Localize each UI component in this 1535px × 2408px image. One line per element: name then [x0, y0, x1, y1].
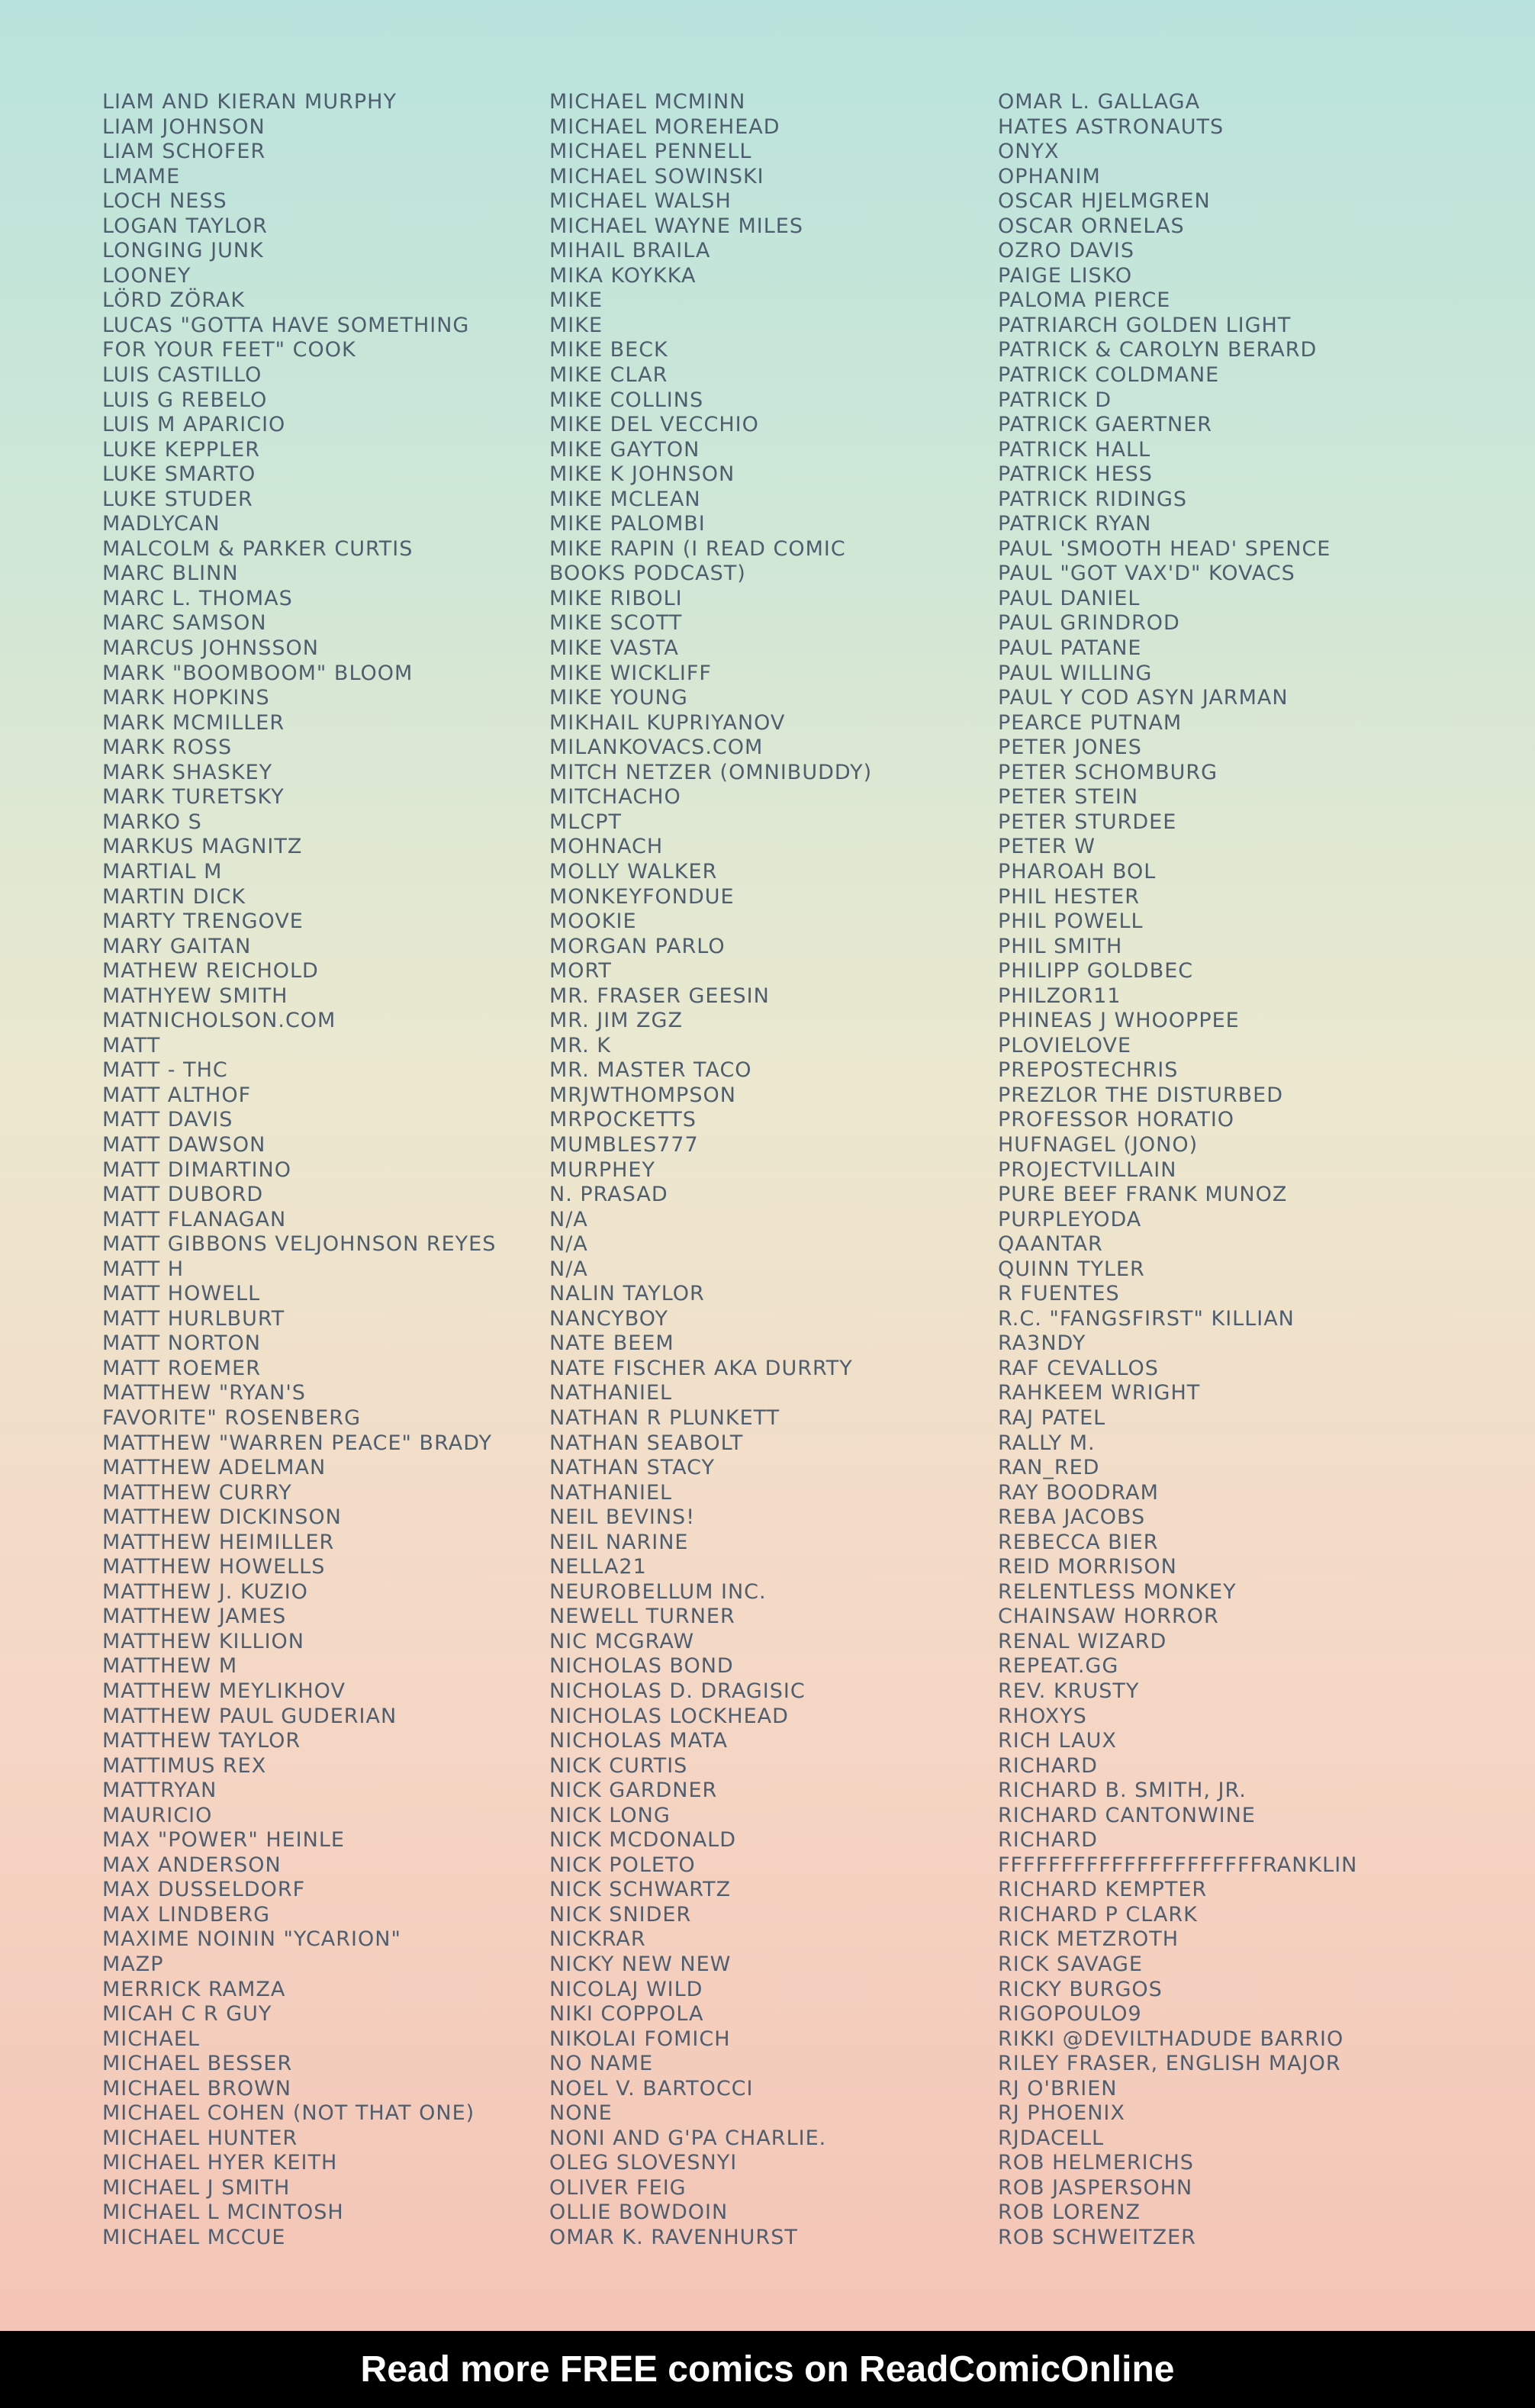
name-entry: LIAM SCHOFER: [102, 140, 266, 164]
name-entry: FAVORITE" ROSENBERG: [102, 1405, 361, 1430]
name-entry: RICKY BURGOS: [998, 1977, 1163, 2001]
name-entry: MATT HOWELL: [102, 1282, 261, 1306]
name-entry: ROB HELMERICHS: [998, 2151, 1194, 2175]
name-entry: REID MORRISON: [998, 1555, 1177, 1579]
name-entry: OPHANIM: [998, 164, 1101, 188]
name-entry: LUIS CASTILLO: [102, 363, 262, 388]
name-entry: MARK MCMILLER: [102, 710, 285, 735]
name-entry: PAIGE LISKO: [998, 263, 1133, 288]
name-entry: MARY GAITAN: [102, 934, 252, 958]
name-entry: PHILIPP GOLDBEC: [998, 959, 1194, 983]
name-entry: MIKE: [549, 313, 603, 337]
name-entry: MICAH C R GUY: [102, 2002, 272, 2027]
names-column-1: [102, 90, 496, 2251]
name-entry: MAX LINDBERG: [102, 1902, 271, 1927]
name-entry: LÖRD ZÖRAK: [102, 288, 246, 313]
name-entry: ROB JASPERSOHN: [998, 2175, 1193, 2200]
name-entry: MICHAEL WALSH: [549, 189, 732, 214]
name-entry: MATTHEW J. KUZIO: [102, 1579, 308, 1604]
name-entry: MATHEW REICHOLD: [102, 959, 319, 983]
name-entry: OSCAR HJELMGREN: [998, 189, 1211, 214]
name-entry: MUMBLES777: [549, 1132, 699, 1157]
name-entry: MARTIN DICK: [102, 884, 246, 909]
name-entry: REBECCA BIER: [998, 1530, 1159, 1554]
name-entry: MOOKIE: [549, 909, 637, 934]
name-entry: MIKE COLLINS: [549, 388, 704, 412]
name-entry: MERRICK RAMZA: [102, 1977, 286, 2001]
name-entry: MARK SHASKEY: [102, 760, 273, 784]
name-entry: NATHAN SEABOLT: [549, 1431, 744, 1455]
name-entry: NICHOLAS MATA: [549, 1729, 728, 1753]
name-entry: MATT ALTHOF: [102, 1083, 252, 1107]
name-entry: RICH LAUX: [998, 1729, 1117, 1753]
name-entry: MONKEYFONDUE: [549, 884, 735, 909]
name-entry: MICHAEL MCCUE: [102, 2226, 286, 2250]
name-entry: PHIL POWELL: [998, 909, 1144, 934]
name-entry: MIKE PALOMBI: [549, 512, 706, 536]
name-entry: MIKE RIBOLI: [549, 586, 683, 610]
name-entry: NIKOLAI FOMICH: [549, 2027, 731, 2051]
name-entry: MIKE YOUNG: [549, 686, 688, 710]
name-entry: OSCAR ORNELAS: [998, 214, 1185, 238]
name-entry: MATT ROEMER: [102, 1356, 261, 1380]
name-entry: MADLYCAN: [102, 512, 220, 536]
name-entry: NICK SNIDER: [549, 1902, 692, 1927]
name-entry: NICK MCDONALD: [549, 1828, 736, 1853]
name-entry: PATRICK RIDINGS: [998, 487, 1188, 511]
name-entry: N/A: [549, 1232, 588, 1257]
name-entry: MATT H: [102, 1257, 185, 1281]
name-entry: MR. MASTER TACO: [549, 1058, 752, 1083]
name-entry: HATES ASTRONAUTS: [998, 114, 1224, 139]
name-entry: PAUL GRINDROD: [998, 611, 1180, 636]
name-entry: MATTHEW "WARREN PEACE" BRADY: [102, 1431, 493, 1455]
name-entry: NATHANIEL: [549, 1381, 673, 1405]
name-entry: RICK SAVAGE: [998, 1952, 1143, 1977]
name-entry: NICK POLETO: [549, 1853, 696, 1877]
name-entry: ROB SCHWEITZER: [998, 2226, 1196, 2250]
name-entry: MATTHEW M: [102, 1654, 238, 1679]
name-entry: MIKE CLAR: [549, 363, 668, 388]
name-entry: PATRICK COLDMANE: [998, 363, 1220, 388]
name-entry: LOONEY: [102, 263, 191, 288]
name-entry: MATTHEW ADELMAN: [102, 1456, 327, 1480]
name-entry: LUKE STUDER: [102, 487, 253, 511]
name-entry: PATRICK D: [998, 388, 1112, 412]
name-entry: MLCPT: [549, 810, 622, 834]
name-entry: HUFNAGEL (JONO): [998, 1132, 1199, 1157]
name-entry: MIKE BECK: [549, 338, 668, 362]
name-entry: OLLIE BOWDOIN: [549, 2200, 729, 2225]
name-entry: RHOXYS: [998, 1704, 1087, 1728]
name-entry: MICHAEL COHEN (NOT THAT ONE): [102, 2101, 475, 2126]
name-entry: LONGING JUNK: [102, 239, 264, 263]
name-entry: MORT: [549, 959, 612, 983]
name-entry: MATT - THC: [102, 1058, 228, 1083]
name-entry: RICHARD: [998, 1828, 1098, 1853]
name-entry: PATRICK HESS: [998, 462, 1153, 487]
name-entry: MATT: [102, 1033, 161, 1058]
name-entry: RIKKI @DEVILTHADUDE BARRIO: [998, 2027, 1344, 2051]
name-entry: N/A: [549, 1257, 588, 1281]
name-entry: MIKE RAPIN (I READ COMIC: [549, 536, 846, 561]
names-column-2: [549, 90, 872, 2251]
name-entry: NELLA21: [549, 1555, 647, 1579]
name-entry: LOGAN TAYLOR: [102, 214, 268, 238]
promo-banner-text[interactable]: Read more FREE comics on ReadComicOnline: [360, 2349, 1175, 2390]
name-entry: MATTHEW TAYLOR: [102, 1729, 301, 1753]
name-entry: NATHAN R PLUNKETT: [549, 1405, 780, 1430]
name-entry: MORGAN PARLO: [549, 934, 726, 958]
name-entry: MICHAEL HYER KEITH: [102, 2151, 338, 2175]
name-entry: PETER SCHOMBURG: [998, 760, 1218, 784]
name-entry: PEARCE PUTNAM: [998, 710, 1183, 735]
name-entry: MICHAEL SOWINSKI: [549, 164, 764, 188]
name-entry: RICHARD CANTONWINE: [998, 1803, 1256, 1827]
name-entry: MATT DAWSON: [102, 1132, 266, 1157]
name-entry: PAUL Y COD ASYN JARMAN: [998, 686, 1289, 710]
name-entry: MITCH NETZER (OMNIBUDDY): [549, 760, 873, 784]
name-entry: OLIVER FEIG: [549, 2175, 687, 2200]
name-entry: NICHOLAS BOND: [549, 1654, 734, 1679]
names-column-3: [998, 90, 1357, 2251]
name-entry: MIKE K JOHNSON: [549, 462, 735, 487]
name-entry: NEIL BEVINS!: [549, 1505, 696, 1530]
name-entry: ONYX: [998, 140, 1060, 164]
name-entry: REV. KRUSTY: [998, 1679, 1140, 1703]
name-entry: PATRICK RYAN: [998, 512, 1152, 536]
name-entry: NICKY NEW NEW: [549, 1952, 732, 1977]
name-entry: MARCUS JOHNSSON: [102, 636, 319, 661]
name-entry: NICHOLAS LOCKHEAD: [549, 1704, 789, 1728]
name-entry: PHINEAS J WHOOPPEE: [998, 1009, 1240, 1033]
name-entry: MICHAEL BROWN: [102, 2076, 291, 2101]
name-entry: MICHAEL WAYNE MILES: [549, 214, 803, 238]
name-entry: PREPOSTECHRIS: [998, 1058, 1179, 1083]
name-entry: RAJ PATEL: [998, 1405, 1106, 1430]
name-entry: PALOMA PIERCE: [998, 288, 1171, 313]
name-entry: PATRIARCH GOLDEN LIGHT: [998, 313, 1292, 337]
name-entry: MATT HURLBURT: [102, 1306, 285, 1331]
name-entry: CHAINSAW HORROR: [998, 1605, 1219, 1629]
name-entry: MATTHEW PAUL GUDERIAN: [102, 1704, 397, 1728]
name-entry: MIKA KOYKKA: [549, 263, 697, 288]
name-entry: MARK TURETSKY: [102, 785, 285, 810]
name-entry: MATNICHOLSON.COM: [102, 1009, 336, 1033]
name-entry: MICHAEL HUNTER: [102, 2126, 298, 2150]
name-entry: MIKE: [549, 288, 603, 313]
name-entry: RIGOPOULO9: [998, 2002, 1142, 2027]
name-entry: MATTHEW HOWELLS: [102, 1555, 326, 1579]
name-entry: RICHARD: [998, 1753, 1098, 1778]
name-entry: MICHAEL J SMITH: [102, 2175, 291, 2200]
name-entry: FFFFFFFFFFFFFFFFFFFFFRANKLIN: [998, 1853, 1358, 1877]
name-entry: LUKE KEPPLER: [102, 437, 260, 462]
name-entry: RELENTLESS MONKEY: [998, 1579, 1237, 1604]
name-entry: MATTHEW CURRY: [102, 1480, 292, 1505]
name-entry: MATTHEW DICKINSON: [102, 1505, 342, 1530]
name-entry: RJDACELL: [998, 2126, 1105, 2150]
name-entry: MARK HOPKINS: [102, 686, 270, 710]
name-entry: MATT DAVIS: [102, 1108, 233, 1132]
name-entry: MIKE GAYTON: [549, 437, 700, 462]
name-entry: PAUL DANIEL: [998, 586, 1141, 610]
name-entry: PURE BEEF FRANK MUNOZ: [998, 1183, 1288, 1207]
name-entry: MIHAIL BRAILA: [549, 239, 711, 263]
name-entry: MATT NORTON: [102, 1331, 261, 1356]
name-entry: RICK METZROTH: [998, 1927, 1179, 1952]
name-entry: MILANKOVACS.COM: [549, 736, 764, 760]
name-entry: PETER JONES: [998, 736, 1142, 760]
name-entry: MATT DUBORD: [102, 1183, 264, 1207]
name-entry: N/A: [549, 1207, 588, 1231]
name-entry: NICKRAR: [549, 1927, 646, 1952]
name-entry: PETER STEIN: [998, 785, 1139, 810]
name-entry: PLOVIELOVE: [998, 1033, 1132, 1058]
name-entry: OLEG SLOVESNYI: [549, 2151, 738, 2175]
name-entry: MR. JIM ZGZ: [549, 1009, 683, 1033]
name-entry: MICHAEL: [102, 2027, 200, 2051]
name-entry: NONI AND G'PA CHARLIE.: [549, 2126, 827, 2150]
name-entry: NICK GARDNER: [549, 1779, 718, 1803]
name-entry: RILEY FRASER, ENGLISH MAJOR: [998, 2052, 1341, 2076]
name-entry: PHAROAH BOL: [998, 859, 1157, 884]
name-entry: MIKHAIL KUPRIYANOV: [549, 710, 786, 735]
name-entry: RJ PHOENIX: [998, 2101, 1125, 2126]
name-entry: MR. FRASER GEESIN: [549, 983, 770, 1008]
name-entry: MATTHEW HEIMILLER: [102, 1530, 335, 1554]
name-entry: MATTHEW MEYLIKHOV: [102, 1679, 346, 1703]
name-entry: MARK ROSS: [102, 736, 233, 760]
name-entry: LIAM JOHNSON: [102, 114, 265, 139]
name-entry: NICK CURTIS: [549, 1753, 688, 1778]
name-entry: MALCOLM & PARKER CURTIS: [102, 536, 414, 561]
name-entry: MAX DUSSELDORF: [102, 1878, 306, 1902]
name-entry: MRJWTHOMPSON: [549, 1083, 736, 1107]
name-entry: NANCYBOY: [549, 1306, 669, 1331]
name-entry: OZRO DAVIS: [998, 239, 1134, 263]
name-entry: MAX "POWER" HEINLE: [102, 1828, 345, 1853]
name-entry: MATTRYAN: [102, 1779, 217, 1803]
name-entry: OMAR K. RAVENHURST: [549, 2226, 798, 2250]
name-entry: MAURICIO: [102, 1803, 213, 1827]
name-entry: LUKE SMARTO: [102, 462, 256, 487]
name-entry: OMAR L. GALLAGA: [998, 90, 1201, 114]
name-entry: MARKUS MAGNITZ: [102, 835, 303, 859]
name-entry: MURPHEY: [549, 1157, 655, 1182]
name-entry: MOLLY WALKER: [549, 859, 718, 884]
name-entry: NATHAN STACY: [549, 1456, 716, 1480]
name-entry: NATE BEEM: [549, 1331, 674, 1356]
name-entry: PETER W: [998, 835, 1096, 859]
name-entry: PURPLEYODA: [998, 1207, 1142, 1231]
name-entry: PAUL "GOT VAX'D" KOVACS: [998, 562, 1295, 586]
name-entry: MICHAEL MOREHEAD: [549, 114, 780, 139]
name-entry: REPEAT.GG: [998, 1654, 1119, 1679]
name-entry: RICHARD P CLARK: [998, 1902, 1198, 1927]
name-entry: NALIN TAYLOR: [549, 1282, 705, 1306]
name-entry: NIC MCGRAW: [549, 1629, 695, 1653]
name-entry: PHIL HESTER: [998, 884, 1140, 909]
name-entry: MATHYEW SMITH: [102, 983, 288, 1008]
name-entry: MIKE VASTA: [549, 636, 679, 661]
name-entry: MIKE DEL VECCHIO: [549, 413, 759, 437]
name-entry: MARTIAL M: [102, 859, 223, 884]
name-entry: NONE: [549, 2101, 613, 2126]
name-entry: MATT FLANAGAN: [102, 1207, 287, 1231]
name-entry: RA3NDY: [998, 1331, 1086, 1356]
name-entry: LOCH NESS: [102, 189, 227, 214]
name-entry: MR. K: [549, 1033, 611, 1058]
name-entry: RAF CEVALLOS: [998, 1356, 1159, 1380]
name-entry: MRPOCKETTS: [549, 1108, 697, 1132]
name-entry: NICK SCHWARTZ: [549, 1878, 732, 1902]
name-entry: NATHANIEL: [549, 1480, 673, 1505]
name-entry: MARC L. THOMAS: [102, 586, 293, 610]
name-entry: PHIL SMITH: [998, 934, 1123, 958]
promo-banner[interactable]: [0, 2331, 1535, 2408]
name-entry: MIKE WICKLIFF: [549, 661, 712, 685]
name-entry: R.C. "FANGSFIRST" KILLIAN: [998, 1306, 1295, 1331]
name-entry: RICHARD B. SMITH, JR.: [998, 1779, 1247, 1803]
name-entry: PATRICK HALL: [998, 437, 1151, 462]
name-entry: R FUENTES: [998, 1282, 1120, 1306]
name-entry: MIKE MCLEAN: [549, 487, 701, 511]
name-entry: NEWELL TURNER: [549, 1605, 735, 1629]
name-entry: MAZP: [102, 1952, 164, 1977]
name-entry: ROB LORENZ: [998, 2200, 1141, 2225]
name-entry: RAHKEEM WRIGHT: [998, 1381, 1201, 1405]
name-entry: MARC BLINN: [102, 562, 239, 586]
name-entry: PREZLOR THE DISTURBED: [998, 1083, 1283, 1107]
name-entry: PATRICK & CAROLYN BERARD: [998, 338, 1318, 362]
name-entry: NEUROBELLUM INC.: [549, 1579, 767, 1604]
name-entry: PROFESSOR HORATIO: [998, 1108, 1235, 1132]
name-entry: MATTIMUS REX: [102, 1753, 267, 1778]
name-entry: RAN_RED: [998, 1456, 1100, 1480]
name-entry: MARK "BOOMBOOM" BLOOM: [102, 661, 414, 685]
name-entry: MATTHEW JAMES: [102, 1605, 287, 1629]
name-entry: MATT GIBBONS VELJOHNSON REYES: [102, 1232, 497, 1257]
name-entry: FOR YOUR FEET" COOK: [102, 338, 356, 362]
name-entry: MOHNACH: [549, 835, 664, 859]
name-entry: MATTHEW "RYAN'S: [102, 1381, 306, 1405]
name-entry: PROJECTVILLAIN: [998, 1157, 1177, 1182]
name-entry: PAUL PATANE: [998, 636, 1142, 661]
name-entry: NICK LONG: [549, 1803, 671, 1827]
name-entry: RAY BOODRAM: [998, 1480, 1159, 1505]
name-entry: LUCAS "GOTTA HAVE SOMETHING: [102, 313, 470, 337]
name-entry: MATT DIMARTINO: [102, 1157, 291, 1182]
name-entry: MARC SAMSON: [102, 611, 267, 636]
name-entry: REBA JACOBS: [998, 1505, 1146, 1530]
name-entry: RICHARD KEMPTER: [998, 1878, 1208, 1902]
name-entry: BOOKS PODCAST): [549, 562, 746, 586]
name-entry: MAX ANDERSON: [102, 1853, 282, 1877]
name-entry: MICHAEL L MCINTOSH: [102, 2200, 344, 2225]
name-entry: PATRICK GAERTNER: [998, 413, 1213, 437]
name-entry: RJ O'BRIEN: [998, 2076, 1118, 2101]
name-entry: MICHAEL PENNELL: [549, 140, 752, 164]
name-entry: LUIS G REBELO: [102, 388, 268, 412]
name-entry: MARKO S: [102, 810, 202, 834]
name-entry: MATTHEW KILLION: [102, 1629, 304, 1653]
name-entry: NEIL NARINE: [549, 1530, 689, 1554]
name-entry: PAUL 'SMOOTH HEAD' SPENCE: [998, 536, 1331, 561]
name-entry: RENAL WIZARD: [998, 1629, 1167, 1653]
name-entry: RALLY M.: [998, 1431, 1096, 1455]
name-entry: LIAM AND KIERAN MURPHY: [102, 90, 397, 114]
name-entry: MARTY TRENGOVE: [102, 909, 304, 934]
name-entry: NO NAME: [549, 2052, 654, 2076]
name-entry: MAXIME NOININ "YCARION": [102, 1927, 401, 1952]
name-entry: LUIS M APARICIO: [102, 413, 286, 437]
name-entry: MITCHACHO: [549, 785, 681, 810]
name-entry: NATE FISCHER AKA DURRTY: [549, 1356, 853, 1380]
name-entry: NICHOLAS D. DRAGISIC: [549, 1679, 806, 1703]
name-entry: PAUL WILLING: [998, 661, 1153, 685]
name-entry: MICHAEL BESSER: [102, 2052, 293, 2076]
name-entry: QAANTAR: [998, 1232, 1103, 1257]
name-entry: MIKE SCOTT: [549, 611, 683, 636]
name-entry: NOEL V. BARTOCCI: [549, 2076, 754, 2101]
name-entry: NICOLAJ WILD: [549, 1977, 703, 2001]
name-entry: PHILZOR11: [998, 983, 1121, 1008]
name-entry: N. PRASAD: [549, 1183, 668, 1207]
name-entry: MICHAEL MCMINN: [549, 90, 746, 114]
name-entry: NIKI COPPOLA: [549, 2002, 704, 2027]
name-entry: LMAME: [102, 164, 181, 188]
name-entry: PETER STURDEE: [998, 810, 1177, 834]
name-entry: QUINN TYLER: [998, 1257, 1145, 1281]
